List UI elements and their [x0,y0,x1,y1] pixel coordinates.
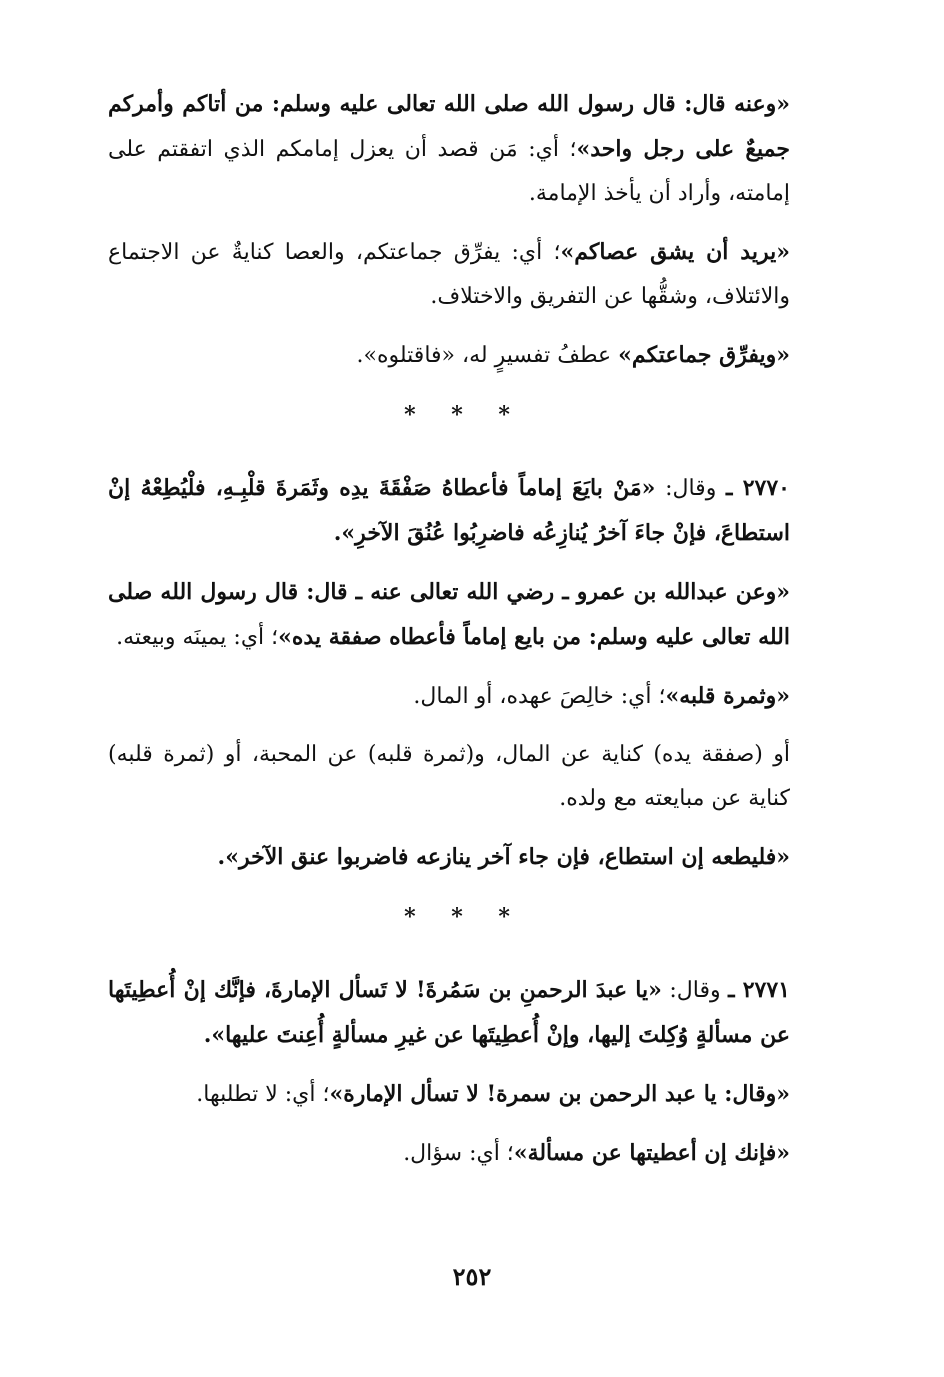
page-number: ٢٥٢ [452,1262,492,1291]
paragraph-5 [108,570,820,660]
section-separator: * * * [404,402,524,428]
commentary-text: ؛ أي: لا تطلبها. [196,1082,330,1107]
paragraph-1 [108,82,820,216]
hadith-quote: «وقال: يا عبد الرحمن بن سمرة! لا تسأل الإمارة» [329,1081,790,1107]
paragraph-10 [108,1072,820,1117]
hadith-number: ٢٧٧١ ـ [728,977,790,1003]
commentary-text: ؛ أي: يمينَه وبيعته. [116,625,279,650]
commentary-text: ؛ أي: خالِصَ عهده، أو المال. [413,684,666,709]
paragraph-2 [108,230,820,319]
hadith-quote: «فليطعه إن استطاع، فإن جاء آخر ينازعه فاضربوا عنق الآخر». [217,844,790,870]
commentary-text: عطفُ تفسيرٍ له، «فاقتلوه». [356,343,619,368]
paragraph-11 [108,1131,820,1176]
commentary-text: ؛ أي: يفرِّق جماعتكم، والعصا كنايةٌ عن الاجتماع والائتلاف، وشقُّها عن التفريق والاختلاف. [108,240,790,309]
hadith-quote: «فإنك إن أعطيتها عن مسألة» [513,1140,790,1166]
hadith-quote: «يريد أن يشق عصاكم» [560,239,790,265]
page-body [108,82,820,1190]
hadith-intro: وقال: [655,476,726,501]
paragraph-7 [108,733,820,821]
commentary-text: ؛ أي: سؤال. [403,1141,514,1166]
hadith-quote: «ويفرِّق جماعتكم» [618,342,790,368]
paragraph-3 [108,333,820,378]
hadith-number: ٢٧٧٠ ـ [725,475,790,501]
paragraph-8 [108,835,820,880]
paragraph-6 [108,674,820,719]
hadith-quote: «مَنْ بايَعَ إماماً فأعطاهُ صَفْقَةَ يدِه وثَمَرةَ قلْبِـهِ، فلْيُطِعْهُ إنْ استطاعَ، فإنْ جاءَ آخرُ يُنازِعُه فاضرِبُوا عُنُقَ الآخرِ». [108,475,790,546]
hadith-2770 [108,466,820,556]
hadith-2771 [108,968,820,1058]
section-separator: * * * [404,904,524,930]
hadith-quote: «يا عبدَ الرحمنِ بن سَمُرةَ! لا تَسأل الإمارةَ، فإنَّك إنْ أُعطِيتَها عن مسألةٍ وُكِلتَ إليها، وإنْ أُعطِيتَها عن غيرِ مسألةٍ أُعِنتَ عليها». [108,977,790,1048]
hadith-quote: «وعنه قال: قال رسول الله صلى الله تعالى عليه وسلم: من أتاكم وأمركم جميعٌ على رجل واحد» [108,91,790,162]
hadith-quote: «وثمرة قلبه» [665,683,790,709]
hadith-quote: «وعن عبدالله بن عمرو ـ رضي الله تعالى عنه ـ قال: قال رسول الله صلى الله تعالى عليه وسلم: من بايع إماماً فأعطاه صفقة يده» [108,579,790,650]
commentary-text: ؛ أي: مَن قصد أن يعزل إمامكم الذي اتفقتم على إمامته، وأراد أن يأخذ الإمامة. [108,137,790,206]
hadith-intro: وقال: [661,978,729,1003]
commentary-text: أو (صفقة يده) كناية عن المال، و(ثمرة قلبه) عن المحبة، أو (ثمرة قلبه) كناية عن مبايعته مع ولده. [108,742,790,811]
